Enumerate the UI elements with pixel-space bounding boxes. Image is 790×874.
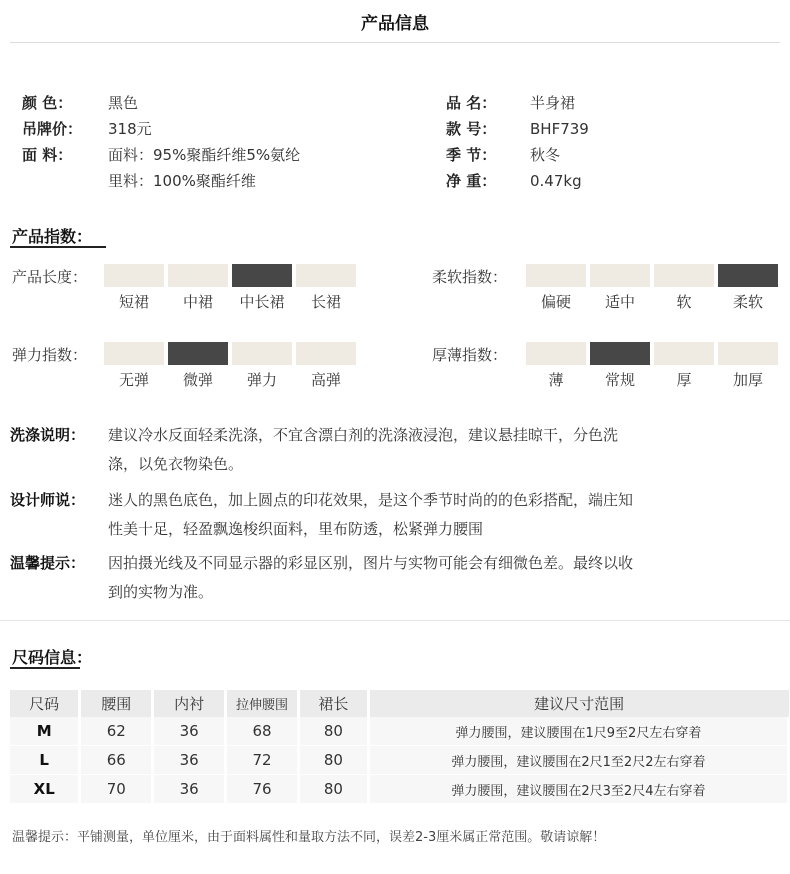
note-line: 建议冷水反面轻柔洗涤，不宜含漂白剂的洗涤液浸泡，建议悬挂晾干，分色洗 — [108, 426, 619, 444]
note-wash — [10, 421, 785, 479]
cell-waist: 66 — [80, 746, 153, 775]
info-label: 面 料： — [22, 146, 73, 164]
info-value: 里料：100%聚酯纤维 — [108, 172, 256, 190]
index-option-label: 长裙 — [310, 293, 341, 311]
index-heading-underline — [10, 246, 106, 248]
info-right — [446, 90, 589, 194]
info-label: 品 名： — [446, 94, 497, 112]
index-label: 产品长度： — [12, 268, 88, 286]
cell-length: 80 — [299, 717, 369, 746]
info-value: 半身裙 — [530, 94, 576, 112]
index-bar — [168, 264, 228, 287]
cell-length: 80 — [299, 746, 369, 775]
index-bar — [590, 264, 650, 287]
info-value: 面料：95%聚酯纤维5%氨纶 — [108, 146, 301, 164]
header-suggestion: 建议尺寸范围 — [368, 690, 788, 717]
cell-suggestion: 弹力腰围，建议腰围在2尺1至2尺2左右穿着 — [368, 746, 788, 775]
index-option-label: 适中 — [604, 293, 635, 311]
info-label: 颜 色： — [22, 94, 73, 112]
info-value: BHF739 — [530, 120, 589, 138]
index-heading: 产品指数： — [12, 227, 93, 246]
section-divider — [0, 620, 790, 621]
page-title: 产品信息 — [361, 14, 429, 34]
info-row-lining — [22, 168, 300, 194]
cell-size: L — [10, 746, 80, 775]
header-stretch-waist: 拉伸腰围 — [226, 690, 299, 717]
index-bar — [526, 342, 586, 365]
cell-lining: 36 — [153, 775, 226, 804]
index-bar — [104, 342, 164, 365]
title-divider — [10, 42, 780, 43]
index-bar — [168, 342, 228, 365]
index-option-label: 薄 — [548, 371, 564, 389]
note-line: 因拍摄光线及不同显示器的彩显区别，图片与实物可能会有细微色差。最终以收 — [108, 554, 634, 572]
info-value: 0.47kg — [530, 172, 582, 190]
index-option-label: 弹力 — [246, 371, 277, 389]
index-option-label: 柔软 — [732, 293, 763, 311]
note-line: 迷人的黑色底色，加上圆点的印花效果，是这个季节时尚的的色彩搭配，端庄知 — [108, 491, 634, 509]
note-line: 到的实物为准。 — [108, 583, 214, 601]
note-label: 温馨提示： — [10, 554, 86, 572]
index-option-label: 中长裙 — [239, 293, 285, 311]
note-designer — [10, 486, 785, 544]
cell-size: M — [10, 717, 80, 746]
info-row-name — [446, 90, 589, 116]
info-row-fabric — [22, 142, 300, 168]
index-bar — [654, 342, 714, 365]
size-table — [10, 690, 790, 804]
note-line: 性美十足，轻盈飘逸梭织面料，里布防透，松紧弹力腰围 — [108, 520, 484, 538]
info-value: 秋冬 — [530, 146, 561, 164]
info-left — [22, 90, 300, 194]
index-option-label: 加厚 — [732, 371, 763, 389]
index-bar — [232, 342, 292, 365]
index-option-label: 微弹 — [182, 371, 213, 389]
info-row-weight — [446, 168, 589, 194]
note-label: 设计师说： — [10, 491, 86, 509]
index-option-label: 高弹 — [310, 371, 341, 389]
index-bar — [296, 342, 356, 365]
cell-stretch-waist: 72 — [226, 746, 299, 775]
info-label: 净 重： — [446, 172, 497, 190]
index-option-label: 常规 — [604, 371, 635, 389]
index-label: 厚薄指数： — [432, 346, 508, 364]
info-label: 吊牌价： — [22, 120, 83, 138]
index-bar — [718, 264, 778, 287]
index-bar — [104, 264, 164, 287]
header-size: 尺码 — [10, 690, 80, 717]
cell-stretch-waist: 68 — [226, 717, 299, 746]
note-label: 洗涤说明： — [10, 426, 86, 444]
index-label: 柔软指数： — [432, 268, 508, 286]
header-length: 裙长 — [299, 690, 369, 717]
cell-stretch-waist: 76 — [226, 775, 299, 804]
index-bar — [296, 264, 356, 287]
table-row — [10, 775, 789, 804]
index-bar — [232, 264, 292, 287]
info-row-color — [22, 90, 300, 116]
header-lining: 内衬 — [153, 690, 226, 717]
table-row — [10, 717, 789, 746]
cell-length: 80 — [299, 775, 369, 804]
index-bar — [590, 342, 650, 365]
info-row-price — [22, 116, 300, 142]
cell-lining: 36 — [153, 717, 226, 746]
size-table-header — [10, 690, 789, 717]
cell-lining: 36 — [153, 746, 226, 775]
index-option-label: 短裙 — [118, 293, 149, 311]
index-option-label: 无弹 — [118, 371, 149, 389]
info-label: 款 号： — [446, 120, 497, 138]
info-label: 季 节： — [446, 146, 497, 164]
cell-waist: 70 — [80, 775, 153, 804]
index-option-label: 中裙 — [182, 293, 213, 311]
size-heading: 尺码信息： — [12, 648, 93, 667]
footer-note: 温馨提示：平铺测量，单位厘米，由于面料属性和量取方法不同，误差2-3厘米属正常范围。敬请谅解！ — [12, 830, 606, 845]
note-tip — [10, 549, 785, 607]
index-bar — [718, 342, 778, 365]
index-bar — [654, 264, 714, 287]
index-bar — [526, 264, 586, 287]
table-row — [10, 746, 789, 775]
cell-size: XL — [10, 775, 80, 804]
header-waist: 腰围 — [80, 690, 153, 717]
info-row-style-no — [446, 116, 589, 142]
index-option-label: 厚 — [676, 371, 692, 389]
info-value: 黑色 — [108, 94, 139, 112]
cell-waist: 62 — [80, 717, 153, 746]
note-line: 涤，以免衣物染色。 — [108, 455, 244, 473]
cell-suggestion: 弹力腰围，建议腰围在1尺9至2尺左右穿着 — [368, 717, 788, 746]
index-option-label: 偏硬 — [540, 293, 571, 311]
index-option-label: 软 — [676, 293, 692, 311]
info-value: 318元 — [108, 120, 152, 138]
cell-suggestion: 弹力腰围，建议腰围在2尺3至2尺4左右穿着 — [368, 775, 788, 804]
info-row-season — [446, 142, 589, 168]
index-label: 弹力指数： — [12, 346, 88, 364]
size-heading-underline — [10, 667, 80, 669]
